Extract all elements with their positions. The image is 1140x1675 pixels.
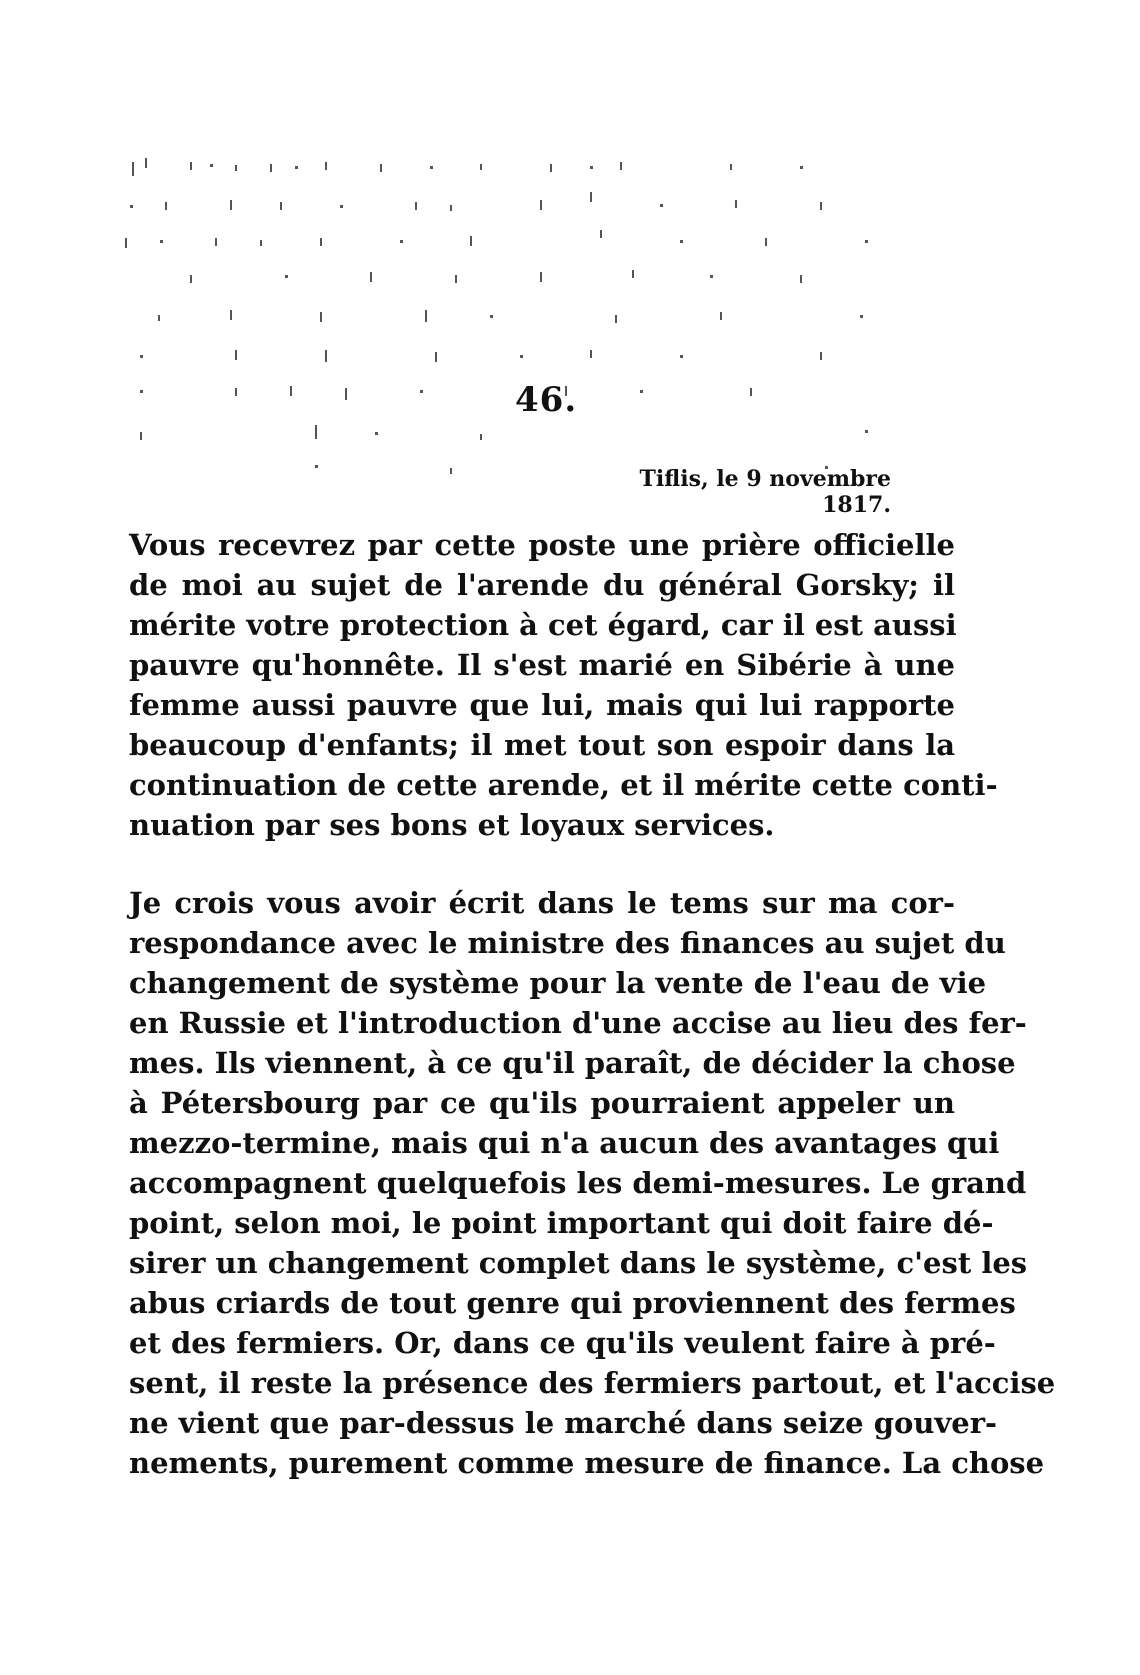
text-line: en Russie et l'introduction d'une accise au lieu des fer-	[129, 1006, 1027, 1040]
text-line: pauvre qu'honnête. Il s'est marié en Sibérie à une	[129, 648, 955, 682]
text-line: Je crois vous avoir écrit dans le tems sur ma cor-	[129, 886, 955, 920]
text-line: respondance avec le ministre des finances au sujet du	[129, 926, 1006, 960]
text-line: mes. Ils viennent, à ce qu'il paraît, de décider la chose	[129, 1046, 1016, 1080]
text-line: abus criards de tout genre qui proviennent des fermes	[129, 1286, 1016, 1320]
paragraph-2	[129, 883, 1056, 1483]
show-through-noise	[120, 150, 960, 510]
text-line: nements, purement comme mesure de finance. La chose	[129, 1446, 1045, 1480]
text-line: beaucoup d'enfants; il met tout son espoir dans la	[129, 728, 955, 762]
text-line: sent, il reste la présence des fermiers partout, et l'accise	[129, 1366, 1056, 1400]
text-line: continuation de cette arende, et il mérite cette conti-	[129, 768, 998, 802]
text-line: ne vient que par-dessus le marché dans seize gouver-	[129, 1406, 998, 1440]
text-line: mérite votre protection à cet égard, car il est aussi	[129, 608, 957, 642]
dateline: Tiflis, le 9 novembre 1817.	[639, 466, 891, 518]
text-line: femme aussi pauvre que lui, mais qui lui rapporte	[129, 688, 955, 722]
text-line: changement de système pour la vente de l'eau de vie	[129, 966, 987, 1000]
text-line: point, selon moi, le point important qui doit faire dé-	[129, 1206, 994, 1240]
text-line: sirer un changement complet dans le système, c'est les	[129, 1246, 1028, 1280]
text-line: Vous recevrez par cette poste une prière officielle	[129, 528, 955, 562]
text-line: accompagnent quelquefois les demi-mesures. Le grand	[129, 1166, 1027, 1200]
text-line: à Pétersbourg par ce qu'ils pourraient appeler un	[129, 1086, 955, 1120]
text-line: de moi au sujet de l'arende du général Gorsky; il	[129, 568, 955, 602]
letter-number: 46.	[515, 380, 578, 420]
paragraph-1	[129, 525, 998, 845]
text-line: mezzo-termine, mais qui n'a aucun des avantages qui	[129, 1126, 1000, 1160]
text-line: et des fermiers. Or, dans ce qu'ils veulent faire à pré-	[129, 1326, 996, 1360]
text-line: nuation par ses bons et loyaux services.	[129, 808, 775, 842]
